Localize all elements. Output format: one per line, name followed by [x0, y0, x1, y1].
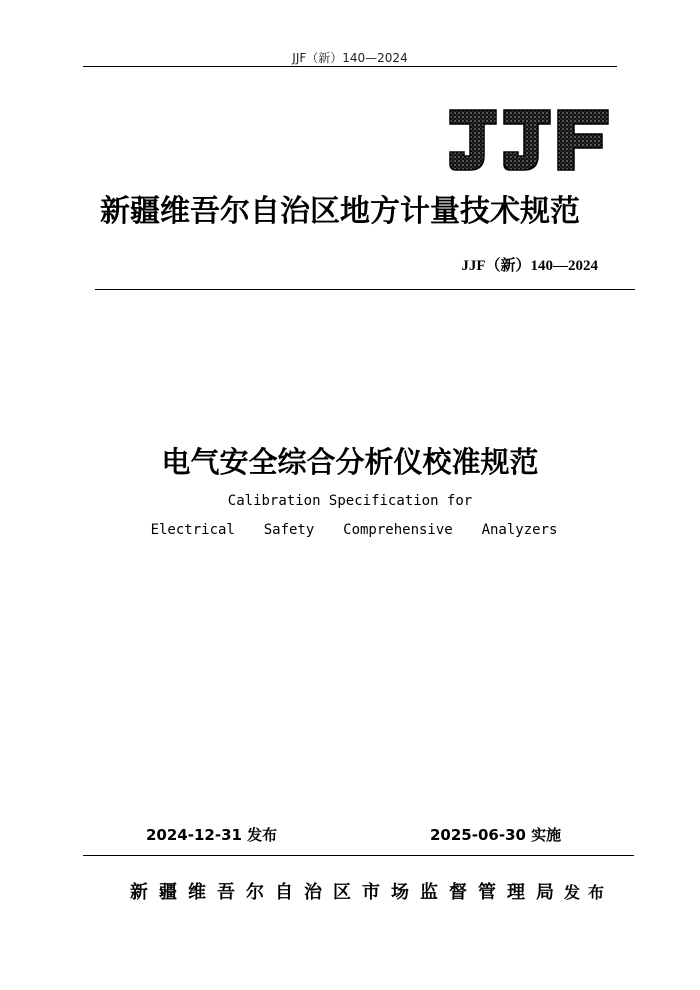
- document-code: JJF（新）140—2024: [461, 258, 598, 274]
- logo-text: JJF: [529, 175, 531, 176]
- jjf-logo: [446, 104, 612, 176]
- effective-date: 2025-06-30 实施: [430, 826, 562, 844]
- publisher-name: 新疆维吾尔自治区市场监督管理局: [130, 882, 565, 903]
- document-title-english-line1: Calibration Specification for: [227, 493, 473, 509]
- header-divider: [83, 66, 617, 67]
- organization-title: 新疆维吾尔自治区地方计量技术规范: [100, 194, 580, 229]
- title-divider: [95, 289, 635, 290]
- running-header-code: JJF（新）140—2024: [292, 51, 408, 65]
- issue-date: 2024-12-31 发布: [146, 826, 278, 844]
- document-title-chinese: 电气安全综合分析仪校准规范: [161, 445, 539, 479]
- document-title-english-line2: Electrical Safety Comprehensive Analyzers: [150, 522, 558, 538]
- publish-label: 发布: [564, 883, 613, 902]
- footer-divider: [83, 855, 634, 856]
